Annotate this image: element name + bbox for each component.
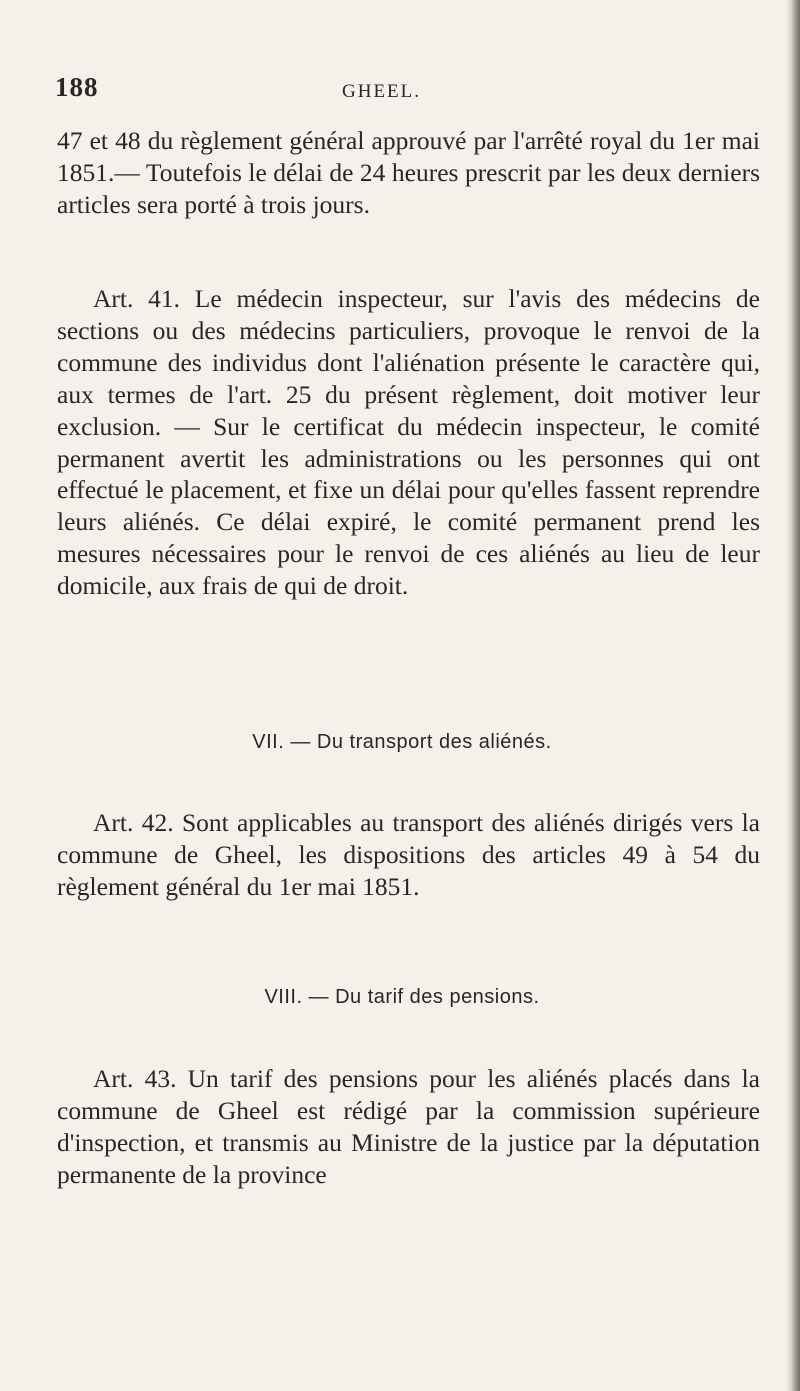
section-heading-viii: VIII. — Du tarif des pensions. — [264, 986, 540, 1008]
page-number: 188 — [55, 72, 99, 102]
page-edge-shadow — [786, 0, 800, 1391]
page-header — [0, 72, 800, 112]
article-41 — [57, 283, 760, 602]
article-43 — [57, 1063, 760, 1191]
paragraph-text: Art. 42. Sont applicables au transport des aliénés dirigés vers la commune de Gheel, les dispositions des articles 49 à 54 du règlement général du 1er mai 1851. — [57, 808, 760, 901]
section-heading-vii: VII. — Du transport des aliénés. — [252, 731, 552, 753]
article-42 — [57, 807, 760, 903]
paragraph-text: Art. 41. Le médecin inspecteur, sur l'avis des médecins de sections ou des médecins particuliers, provoque le renvoi de la commune des individus dont l'aliénation présente le caractère qui, aux termes de l'art. 25 du présent règlement, doit motiver leur exclusion. — Sur le certificat du médecin inspecteur, le comité permanent avertit les administrations ou les personnes qui ont effectué le placement, et fixe un délai pour qu'elles fassent reprendre leurs aliénés. Ce délai expiré, le comité permanent prend les mesures nécessaires pour le renvoi de ces aliénés au lieu de leur domicile, aux frais de qui de droit. — [57, 284, 760, 601]
paragraph-text: Art. 43. Un tarif des pensions pour les aliénés placés dans la commune de Gheel est rédigé par la commission supérieure d'inspection, et transmis au Ministre de la justice par la députation permanente de la province — [57, 1064, 760, 1189]
running-title: GHEEL. — [342, 81, 422, 102]
paragraph-text: 47 et 48 du règlement général approuvé par l'arrêté royal du 1er mai 1851.— Toutefois le délai de 24 heures prescrit par les deux derniers articles sera porté à trois jours. — [57, 126, 760, 219]
paragraph-continuation — [57, 125, 760, 221]
